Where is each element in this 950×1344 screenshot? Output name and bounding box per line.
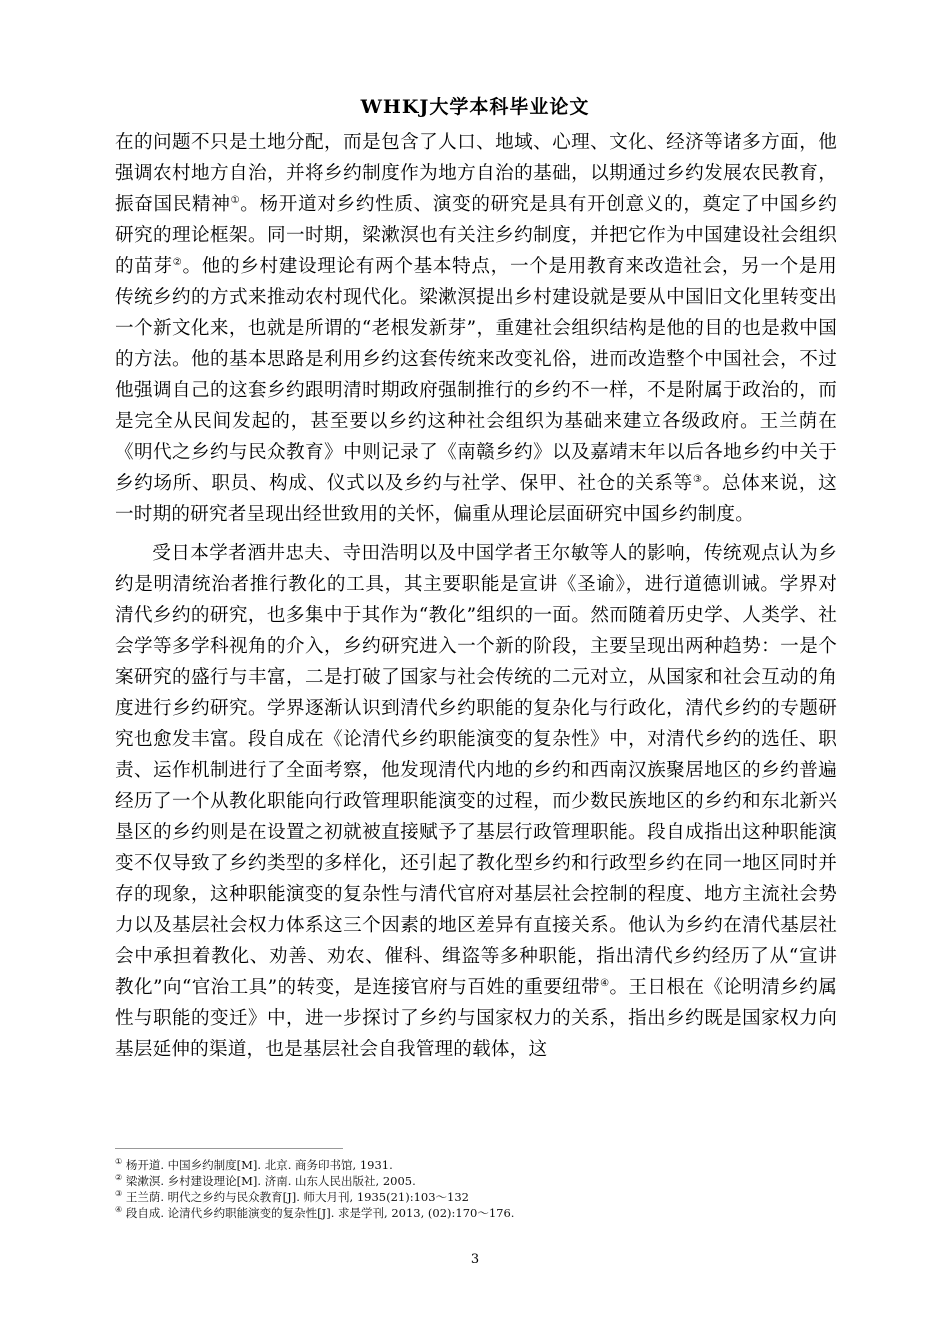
footnote-ref-2[interactable]: ② [172, 256, 183, 268]
footnote-ref-1[interactable]: ① [230, 194, 241, 206]
body-text [115, 127, 837, 1065]
footnotes [115, 1157, 837, 1221]
footnote-text: 梁漱溟. 乡村建设理论[M]. 济南. 山东人民出版社, 2005. [122, 1174, 416, 1188]
footnote-text: 杨开道. 中国乡约制度[M]. 北京. 商务印书馆, 1931. [122, 1158, 393, 1172]
footnote-4 [115, 1205, 837, 1221]
paragraph-text: 受日本学者酒井忠夫、寺田浩明以及中国学者王尔敏等人的影响，传统观点认为乡约是明清统治者推行教化的工具，其主要职能是宣讲《圣谕》，进行道德训诫。学界对清代乡约的研究，也多集中于其作为“教化”组织的一面。然而随着历史学、人类学、社会学等多学科视角的介入，乡约研究进入一个新的阶段，主要呈现出两种趋势：一是个案研究的盛行与丰富，二是打破了国家与社会传统的二元对立，从国家和社会互动的角度进行乡约研究。学界逐渐认识到清代乡约职能的复杂化与行政化，清代乡约的专题研究也愈发丰富。段自成在《论清代乡约职能演变的复杂性》中，对清代乡约的选任、职责、运作机制进行了全面考察，他发现清代内地的乡约和西南汉族聚居地区的乡约普遍经历了一个从教化职能向行政管理职能演变的过程，而少数民族地区的乡约和东北新兴垦区的乡约则是在设置之初就被直接赋予了基层行政管理职能。段自成指出这种职能演变不仅导致了乡约类型的多样化，还引起了教化型乡约和行政型乡约在同一地区同时并存的现象，这种职能演变的复杂性与清代官府对基层社会控制的程度、地方主流社会势力以及基层社会权力体系这三个因素的地区差异有直接关系。他认为乡约在清代基层社会中承担着教化、劝善、劝农、催科、缉盗等多种职能，指出清代乡约经历了从“宣讲教化”向“官治工具”的转变，是连接官府与百姓的重要纽带 [115, 543, 837, 998]
paragraph-text: 在的问题不只是土地分配，而是包含了人口、地域、心理、文化、经济等诸多方面，他强调农村地方自治，并将乡约制度作为地方自治的基础，以期通过乡约发展农民教育，振奋国民精神 [115, 132, 837, 215]
paragraph-2 [115, 538, 837, 1065]
footnote-2 [115, 1173, 837, 1189]
footnote-mark: ② [115, 1173, 123, 1183]
footnote-separator [115, 1148, 343, 1149]
footnote-text: 段自成. 论清代乡约职能演变的复杂性[J]. 求是学刊, 2013, (02):170～176. [122, 1206, 515, 1220]
footnote-1 [115, 1157, 837, 1173]
paragraph-text: 。他的乡村建设理论有两个基本特点，一个是用教育来改造社会，另一个是用传统乡约的方式来推动农村现代化。梁漱溟提出乡村建设就是要从中国旧文化里转变出一个新文化来，也就是所谓的“老根发新芽”，重建社会组织结构是他的目的也是救中国的方法。他的基本思路是利用乡约这套传统来改变礼俗，进而改造整个中国社会，不过他强调自己的这套乡约跟明清时期政府强制推行的乡约不一样，不是附属于政治的，而是完全从民间发起的，甚至要以乡约这种社会组织为基础来建立各级政府。王兰荫在《明代之乡约与民众教育》中则记录了《南赣乡约》以及嘉靖末年以后各地乡约中关于乡约场所、职员、构成、仪式以及乡约与社学、保甲、社仓的关系等 [115, 256, 837, 494]
footnote-text: 王兰荫. 明代之乡约与民众教育[J]. 师大月刊, 1935(21):103～132 [122, 1190, 469, 1204]
paragraph-text: 。杨开道对乡约性质、演变的研究是具有开创意义的，奠定了中国乡约研究的理论框架。同一时期，梁漱溟也有关注乡约制度，并把它作为中国建设社会组织的苗芽 [115, 194, 837, 277]
paragraph-text: 。总体来说，这一时期的研究者呈现出经世致用的关怀，偏重从理论层面研究中国乡约制度。 [115, 473, 837, 525]
footnote-ref-4[interactable]: ④ [600, 977, 610, 989]
paragraph-text: 。王日根在《论明清乡约属性与职能的变迁》中，进一步探讨了乡约与国家权力的关系，指出乡约既是国家权力向基层延伸的渠道，也是基层社会自我管理的载体，这 [115, 977, 838, 1060]
footnote-mark: ③ [115, 1189, 123, 1199]
footnote-ref-3[interactable]: ③ [692, 473, 703, 485]
footnote-mark: ① [115, 1157, 123, 1167]
page-number: 3 [470, 1252, 480, 1267]
paragraph-1 [115, 127, 837, 530]
running-header: WHKJ大学本科毕业论文 [360, 96, 590, 118]
footnote-3 [115, 1189, 837, 1205]
footnote-mark: ④ [115, 1205, 123, 1215]
